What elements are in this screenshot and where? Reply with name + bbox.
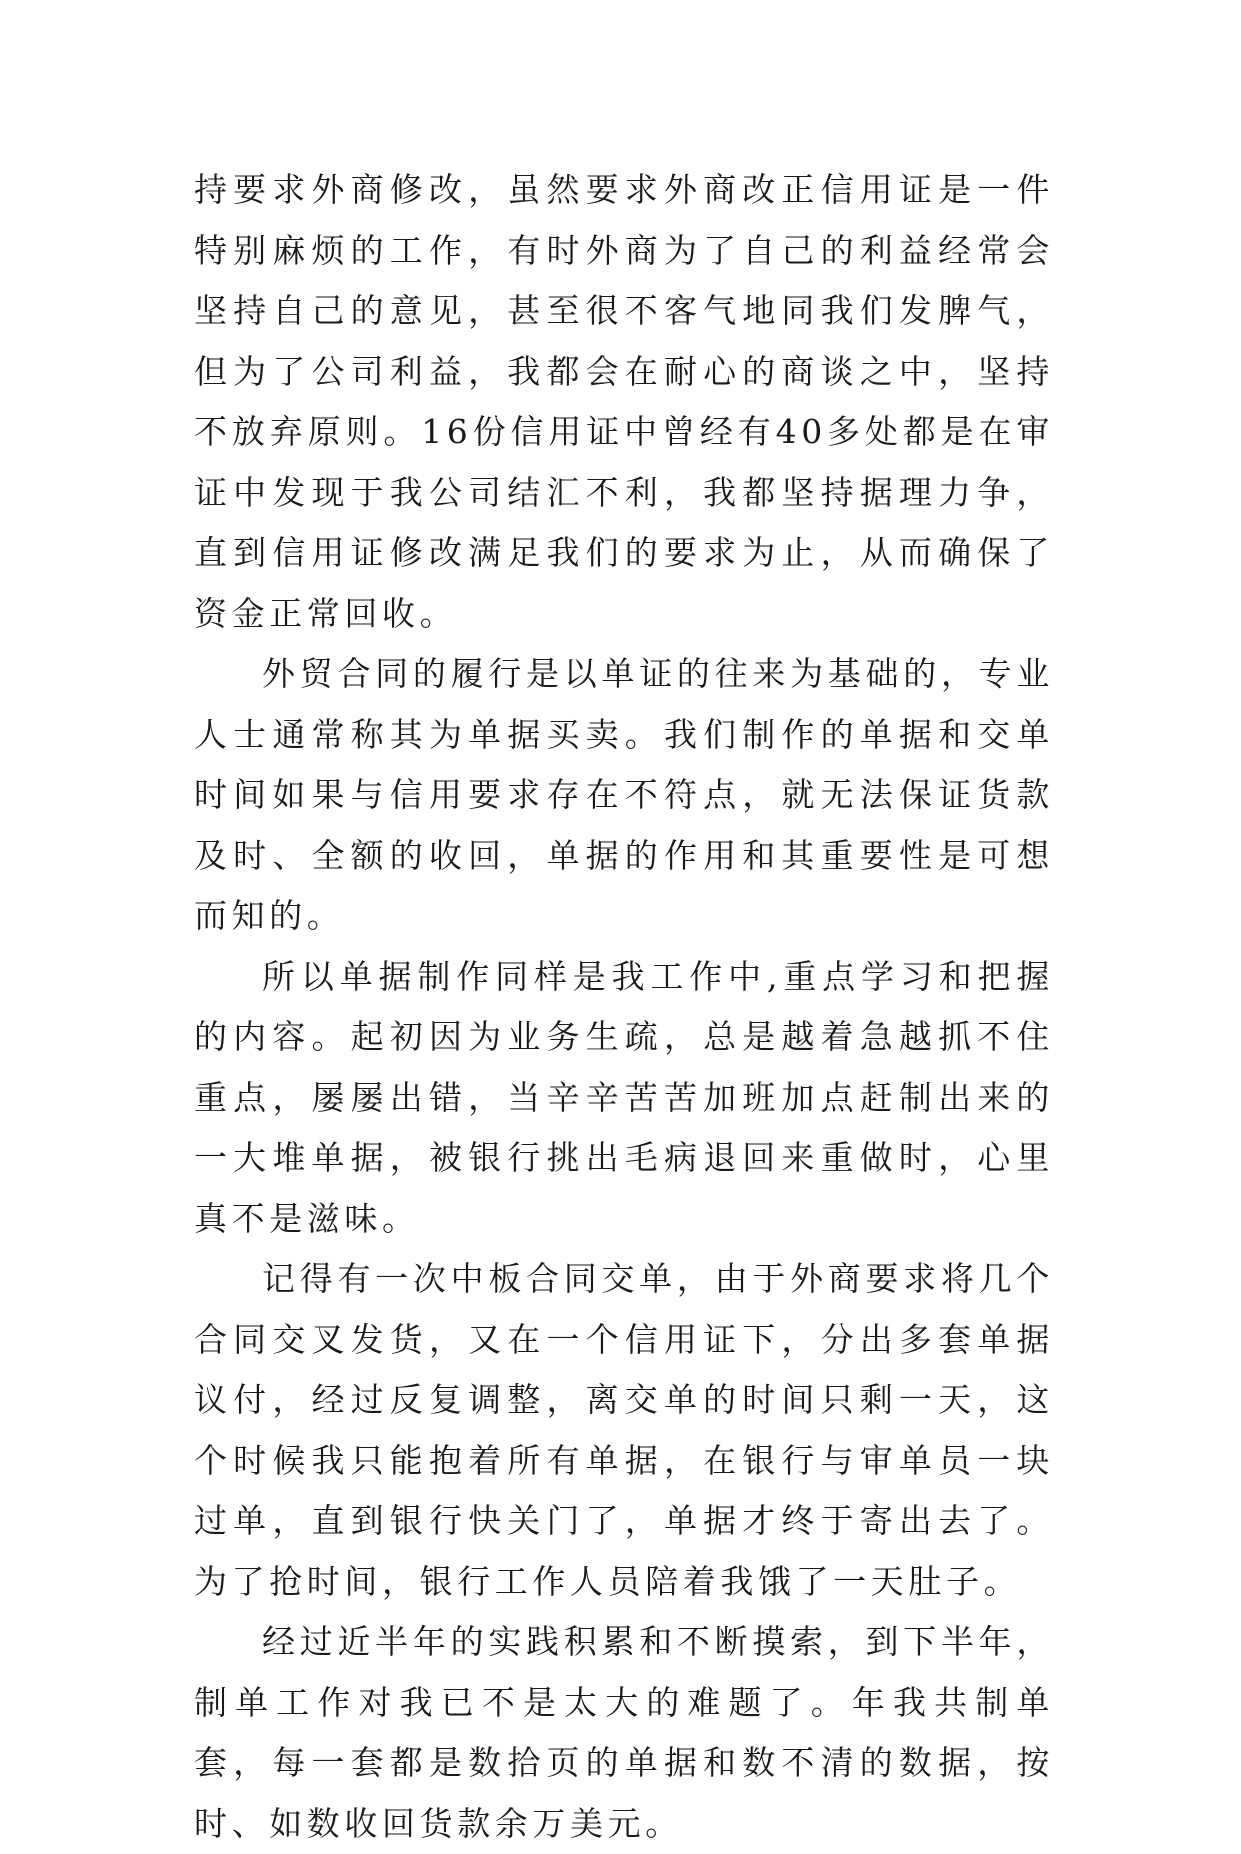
paragraph-4: 记得有一次中板合同交单，由于外商要求将几个合同交叉发货，又在一个信用证下，分出多套单据议付，经过反复调整，离交单的时间只剩一天，这个时候我只能抱着所有单据，在银行与审单员一块过单，直到银行快关门了，单据才终于寄出去了。为了抢时间，银行工作人员陪着我饿了一天肚子。 bbox=[194, 1259, 1054, 1601]
paragraph-2: 外贸合同的履行是以单证的往来为基础的，专业人士通常称其为单据买卖。我们制作的单据和交单时间如果与信用要求存在不符点，就无法保证货款及时、全额的收回，单据的作用和其重要性是可想而知的。 bbox=[194, 654, 1054, 935]
paragraph-1: 持要求外商修改，虽然要求外商改正信用证是一件特别麻烦的工作，有时外商为了自己的利益经常会坚持自己的意见，甚至很不客气地同我们发脾气，但为了公司利益，我都会在耐心的商谈之中，坚持不放弃原则。16份信用证中曾经有40多处都是在审证中发现于我公司结汇不利，我都坚持据理力争，直到信用证修改满足我们的要求为止，从而确保了资金正常回收。 bbox=[194, 170, 1054, 633]
paragraph-3: 所以单据制作同样是我工作中,重点学习和把握的内容。起初因为业务生疏，总是越着急越抓不住重点，屡屡出错，当辛辛苦苦加班加点赶制出来的一大堆单据，被银行挑出毛病退回来重做时，心里真不是滋味。 bbox=[194, 956, 1054, 1238]
paragraph-5: 经过近半年的实践积累和不断摸索，到下半年，制单工作对我已不是太大的难题了。年我共制单套，每一套都是数拾页的单据和数不清的数据，按时、如数收回货款余万美元。 bbox=[194, 1622, 1054, 1843]
document-body bbox=[194, 160, 1054, 1854]
